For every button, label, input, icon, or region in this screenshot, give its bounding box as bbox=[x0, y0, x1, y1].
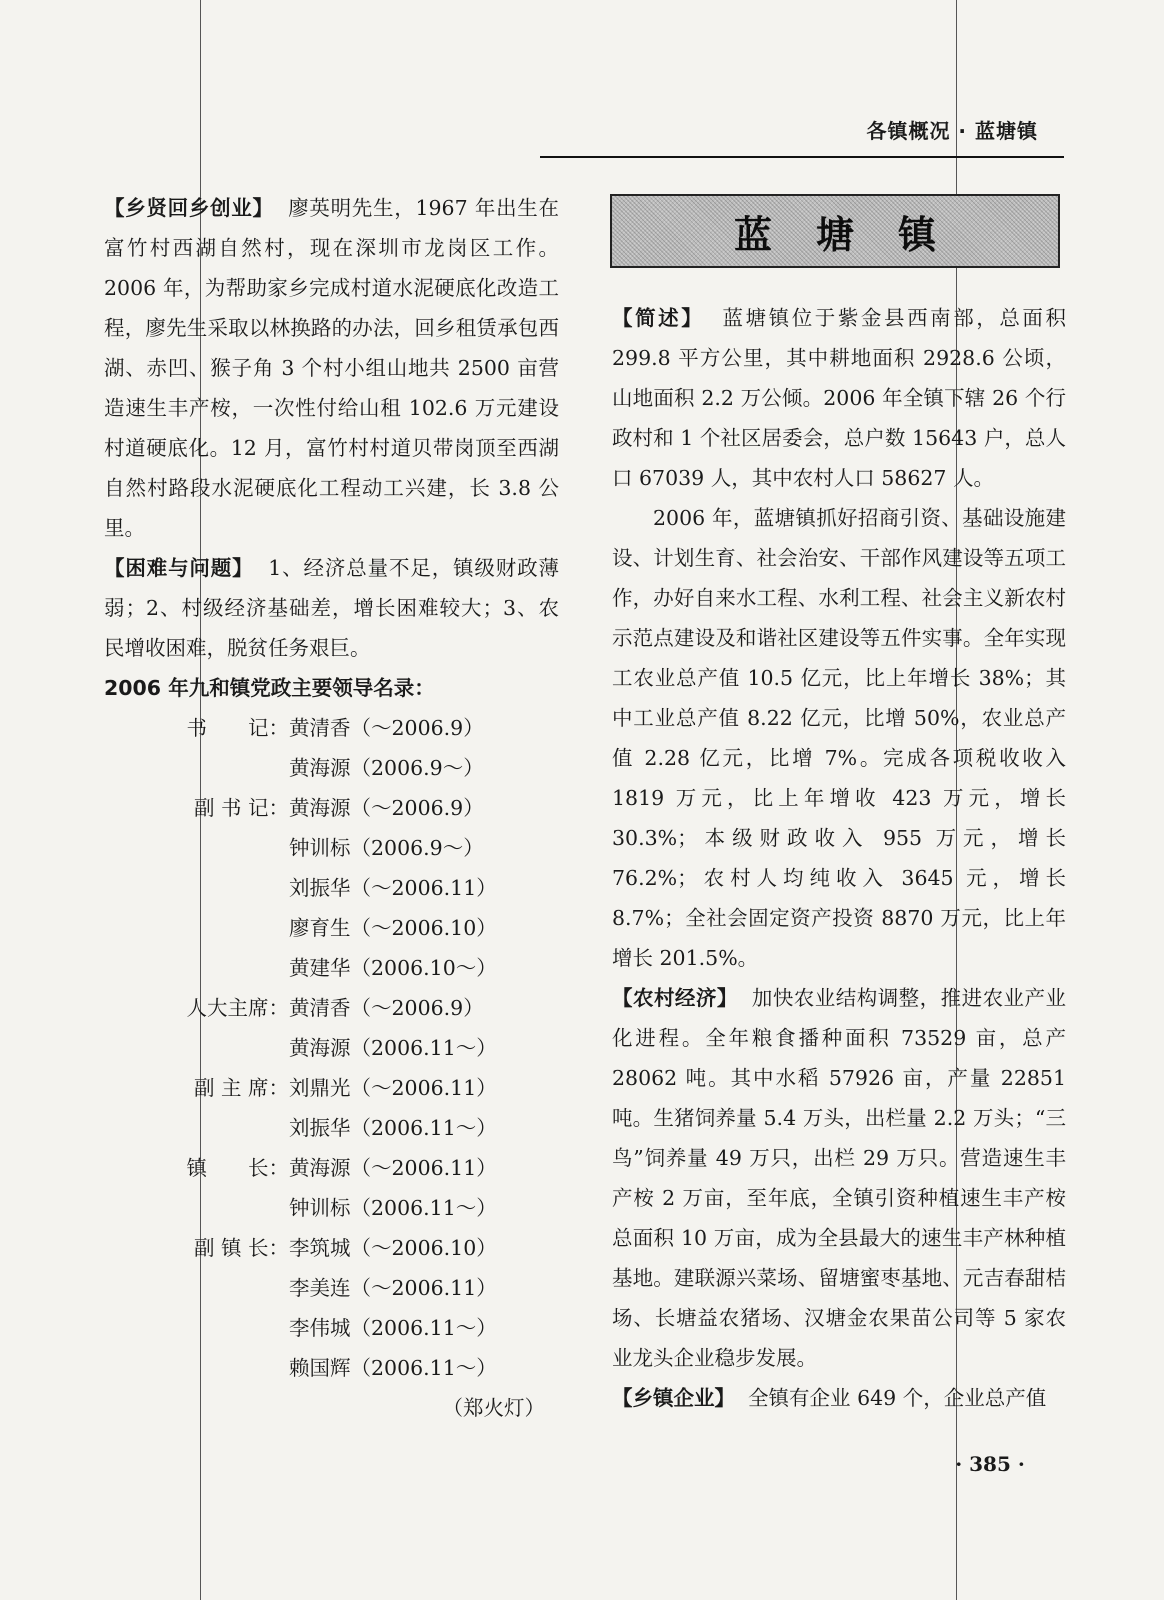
roster-name: 黄海源（～2006.11） bbox=[289, 1156, 497, 1180]
roster-name: 黄清香（～2006.9） bbox=[289, 716, 484, 740]
section-text: 1、经济总量不足，镇级财政薄弱；2、村级经济基础差，增长困难较大；3、农民增收困难，脱贫任务艰巨。 bbox=[104, 556, 559, 660]
section-tag: 【乡贤回乡创业】 bbox=[104, 196, 274, 220]
roster-name: 刘振华（～2006.11） bbox=[289, 876, 497, 900]
roster-name: 黄清香（～2006.9） bbox=[289, 996, 484, 1020]
roster-role: 书 记： bbox=[186, 716, 289, 740]
roster-name: 黄海源（～2006.9） bbox=[289, 796, 484, 820]
leader-roster bbox=[104, 708, 559, 1388]
page-number: · 385 · bbox=[955, 1452, 1025, 1476]
section-tag: 【简述】 bbox=[612, 306, 705, 330]
town-title: 蓝塘镇 bbox=[733, 212, 980, 257]
roster-name: 廖育生（～2006.10） bbox=[289, 916, 497, 940]
author-credit: （郑火灯） bbox=[442, 1396, 545, 1420]
roster-title: 2006 年九和镇党政主要领导名录： bbox=[104, 676, 435, 700]
section-text: 廖英明先生，1967 年出生在富竹村西湖自然村，现在深圳市龙岗区工作。2006 年，为帮助家乡完成村道水泥硬底化改造工程，廖先生采取以林换路的办法，回乡租赁承包西湖、赤凹、猴子角 3 个村小组山地共 2500 亩营造速生丰产桉，一次性付给山租 102.6 万元建设村道硬底化。12 月，富竹村村道贝带岗顶至西湖自然村路段水泥硬底化工程动工兴建，长 3.8 公里。 bbox=[104, 196, 560, 540]
section-text: 全镇有企业 649 个，企业总产值 bbox=[748, 1386, 1047, 1410]
roster-name: 赖国辉（2006.11～） bbox=[289, 1356, 497, 1380]
roster-name: 黄海源（2006.11～） bbox=[289, 1036, 497, 1060]
roster-name: 李伟城（2006.11～） bbox=[289, 1316, 497, 1340]
running-header bbox=[540, 116, 1064, 158]
roster-name: 李美连（～2006.11） bbox=[289, 1276, 497, 1300]
town-title-banner bbox=[610, 194, 1060, 268]
roster-role: 副 镇 长： bbox=[193, 1236, 289, 1260]
roster-entry bbox=[104, 788, 559, 988]
roster-entry bbox=[104, 1068, 559, 1148]
roster-role: 镇 长： bbox=[186, 1156, 289, 1180]
roster-role: 人大主席： bbox=[186, 996, 289, 1020]
section-tag: 【农村经济】 bbox=[612, 986, 738, 1010]
roster-entry bbox=[104, 1148, 559, 1228]
roster-name: 钟训标（2006.11～） bbox=[289, 1196, 497, 1220]
section-text: 蓝塘镇位于紫金县西南部，总面积 299.8 平方公里，其中耕地面积 2928.6 公顷，山地面积 2.2 万公倾。2006 年全镇下辖 26 个行政村和 1 个社区居委会，总户数 15643 户，总人口 67039 人，其中农村人口 58627 人。 bbox=[612, 306, 1067, 490]
roster-entry bbox=[104, 1228, 559, 1388]
running-header-title: 各镇概况 · 蓝塘镇 bbox=[866, 119, 1038, 143]
roster-entry bbox=[104, 708, 559, 788]
section-rural-economy bbox=[612, 978, 1066, 1378]
roster-name: 刘鼎光（～2006.11） bbox=[289, 1076, 497, 1100]
section-tag: 【困难与问题】 bbox=[104, 556, 254, 580]
roster-name: 钟训标（2006.9～） bbox=[289, 836, 484, 860]
roster-role: 副 书 记： bbox=[193, 796, 289, 820]
section-text: 加快农业结构调整，推进农业产业化进程。全年粮食播种面积 73529 亩，总产 28062 吨。其中水稻 57926 亩，产量 22851 吨。生猪饲养量 5.4 万头，出栏量 2.2 万头；“三鸟”饲养量 49 万只，出栏 29 万只。营造速生丰产桉 2 万亩，至年底，全镇引资种植速生丰产桉总面积 10 万亩，成为全县最大的速生丰产林种植基地。建联源兴菜场、留塘蜜枣基地、元吉春甜桔场、长塘益农猪场、汉塘金农果苗公司等 5 家农业龙头企业稳步发展。 bbox=[612, 986, 1066, 1370]
roster-name: 黄建华（2006.10～） bbox=[289, 956, 497, 980]
roster-entry bbox=[104, 988, 559, 1068]
roster-name: 黄海源（2006.9～） bbox=[289, 756, 484, 780]
right-column bbox=[612, 298, 1066, 1418]
roster-name: 李筑城（～2006.10） bbox=[289, 1236, 497, 1260]
roster-role: 副 主 席： bbox=[193, 1076, 289, 1100]
section-problems bbox=[104, 548, 559, 668]
roster-name: 刘振华（2006.11～） bbox=[289, 1116, 497, 1140]
section-tag: 【乡镇企业】 bbox=[612, 1386, 735, 1410]
section-overview bbox=[612, 298, 1066, 498]
section-township-enterprise bbox=[612, 1378, 1066, 1418]
left-column bbox=[104, 188, 559, 1428]
overview-paragraph-2: 2006 年，蓝塘镇抓好招商引资、基础设施建设、计划生育、社会治安、干部作风建设等五项工作，办好自来水工程、水利工程、社会主义新农村示范点建设及和谐社区建设等五件实事。全年实现工农业总产值 10.5 亿元，比上年增长 38%；其中工业总产值 8.22 亿元，比增 50%，农业总产值 2.28 亿元，比增 7%。完成各项税收收入 1819 万元，比上年增收 423 万元，增长 30.3%；本级财政收入 955 万元，增长 76.2%；农村人均纯收入 3645 元，增长 8.7%；全社会固定资产投资 8870 万元，比上年增长 201.5%。 bbox=[612, 506, 1066, 970]
section-return-business bbox=[104, 188, 559, 548]
